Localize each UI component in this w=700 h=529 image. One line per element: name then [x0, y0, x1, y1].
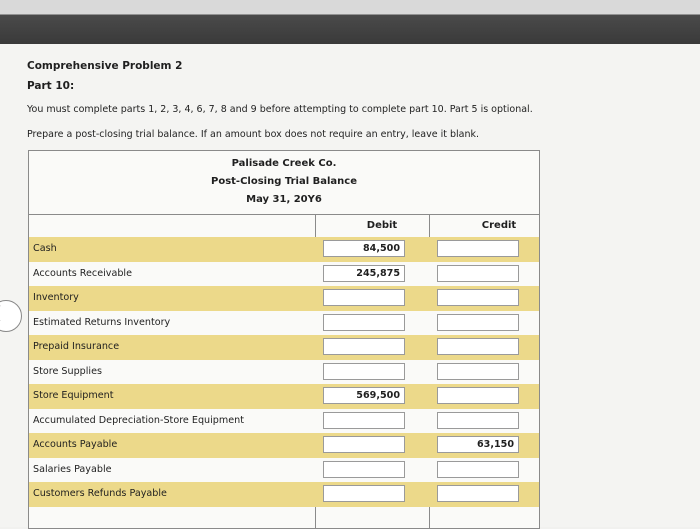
- credit-input[interactable]: [437, 412, 519, 429]
- account-name: Inventory: [33, 292, 79, 303]
- account-name: Accumulated Depreciation-Store Equipment: [33, 414, 244, 426]
- report-date: May 31, 20Y6: [246, 194, 322, 205]
- table-row: [29, 311, 539, 336]
- account-name: Accounts Payable: [33, 439, 118, 450]
- credit-input[interactable]: [437, 338, 519, 355]
- table-row: [29, 237, 539, 262]
- debit-input[interactable]: [323, 314, 405, 331]
- debit-input[interactable]: 245,875: [323, 265, 405, 282]
- sheet-header: [29, 151, 539, 215]
- debit-input[interactable]: [323, 363, 405, 380]
- debit-input[interactable]: 569,500: [323, 387, 405, 404]
- account-name: Salaries Payable: [33, 463, 112, 475]
- table-row: [29, 482, 539, 507]
- debit-input[interactable]: [323, 436, 405, 453]
- credit-input[interactable]: [437, 265, 519, 282]
- credit-column-header: Credit: [481, 220, 517, 231]
- debit-input[interactable]: [323, 338, 405, 355]
- account-name: Store Supplies: [33, 365, 102, 377]
- debit-column-header: Debit: [366, 220, 398, 231]
- report-title: Post-Closing Trial Balance: [211, 176, 357, 187]
- table-row: [29, 335, 539, 360]
- credit-input[interactable]: [437, 314, 519, 331]
- credit-input[interactable]: [437, 363, 519, 380]
- credit-input[interactable]: [437, 461, 519, 478]
- table-row: [29, 262, 539, 287]
- debit-input[interactable]: [323, 412, 405, 429]
- account-name: Estimated Returns Inventory: [33, 316, 171, 328]
- table-row: [29, 286, 539, 311]
- credit-input[interactable]: [437, 289, 519, 306]
- account-name: Store Equipment: [33, 390, 114, 401]
- chevron-left-icon: [0, 305, 7, 322]
- part-label: Part 10:: [27, 80, 75, 92]
- table-row: [29, 433, 539, 458]
- table-row: [29, 360, 539, 385]
- table-row: [29, 458, 539, 483]
- account-rows: [29, 237, 539, 507]
- account-name: Prepaid Insurance: [33, 341, 120, 352]
- credit-input[interactable]: [437, 387, 519, 404]
- account-name: Accounts Receivable: [33, 267, 132, 279]
- company-name: Palisade Creek Co.: [231, 158, 337, 169]
- credit-input[interactable]: 63,150: [437, 436, 519, 453]
- debit-input[interactable]: [323, 485, 405, 502]
- problem-title: Comprehensive Problem 2: [27, 60, 183, 72]
- window-top-bar: [0, 0, 700, 44]
- table-row: [29, 409, 539, 434]
- debit-input[interactable]: 84,500: [323, 240, 405, 257]
- account-name: Cash: [33, 243, 57, 254]
- instruction-text-2: Prepare a post-closing trial balance. If an amount box does not require an entry, leave it blank.: [27, 129, 479, 140]
- credit-input[interactable]: [437, 240, 519, 257]
- trial-balance-sheet: [28, 150, 540, 529]
- debit-input[interactable]: [323, 461, 405, 478]
- credit-input[interactable]: [437, 485, 519, 502]
- debit-input[interactable]: [323, 289, 405, 306]
- column-header-row: [29, 214, 539, 238]
- account-name: Customers Refunds Payable: [33, 488, 167, 499]
- instruction-text: You must complete parts 1, 2, 3, 4, 6, 7, 8 and 9 before attempting to complete part 10. Part 5 is optional.: [27, 104, 533, 115]
- table-row: [29, 384, 539, 409]
